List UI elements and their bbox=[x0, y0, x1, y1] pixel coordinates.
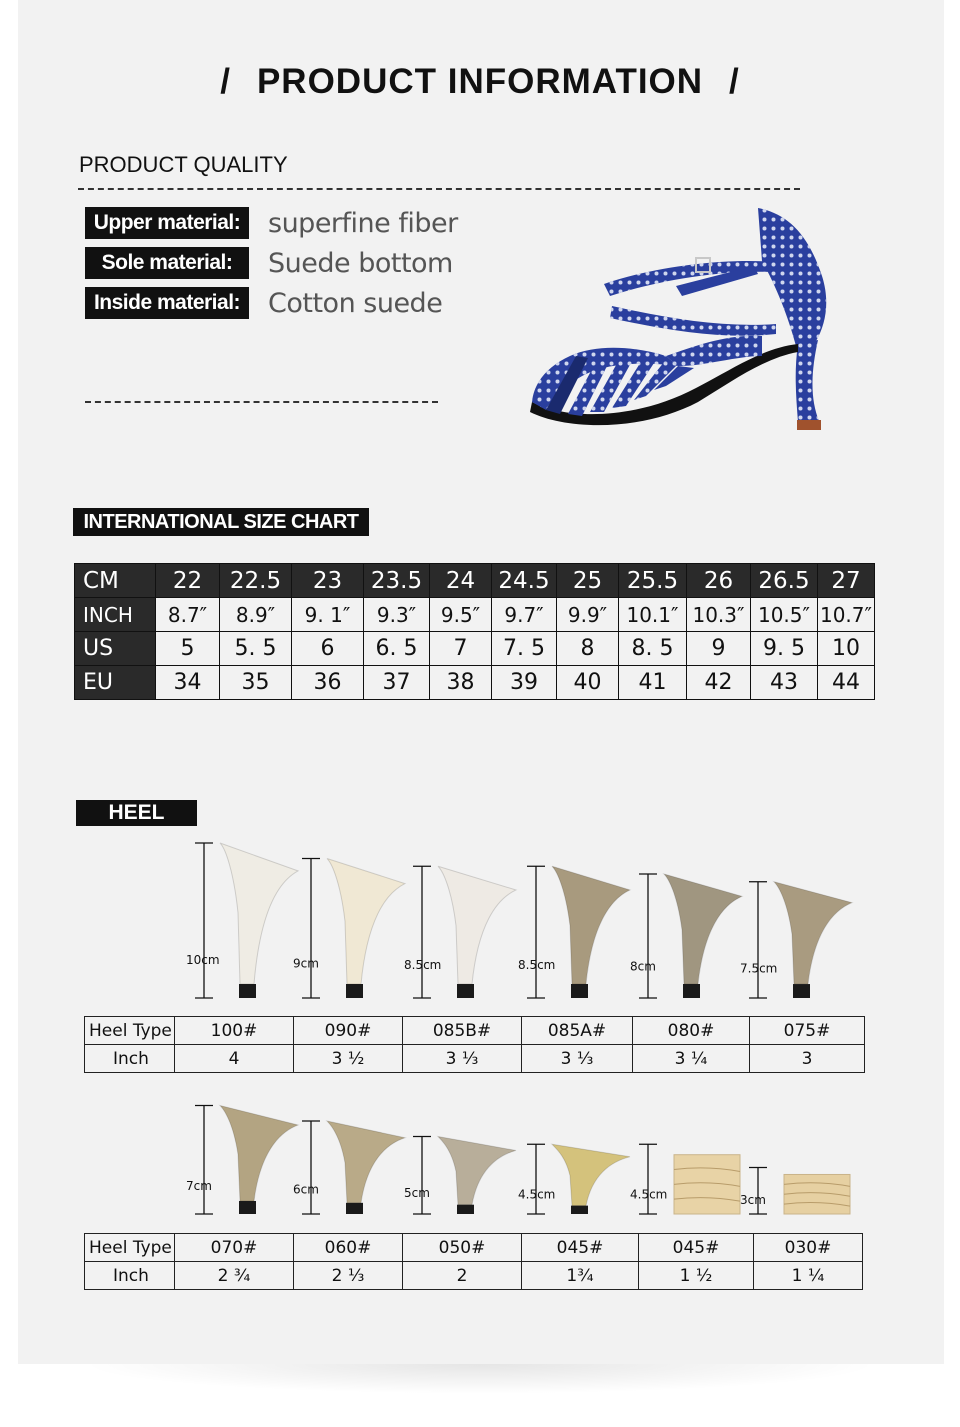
heel-table-1 bbox=[84, 1016, 865, 1073]
heel-height-label: 10cm bbox=[186, 952, 220, 967]
size-cell: 10.5″ bbox=[751, 598, 818, 632]
heel-type-row bbox=[85, 1234, 863, 1262]
heel-illustration bbox=[630, 874, 742, 998]
size-cell: 9.7″ bbox=[492, 598, 557, 632]
size-row-label: CM bbox=[75, 564, 156, 598]
heel-illustration bbox=[740, 1168, 850, 1215]
heel-inch-label: Inch bbox=[85, 1262, 175, 1290]
size-cell: 44 bbox=[818, 666, 875, 700]
heel-heading: HEEL bbox=[76, 800, 197, 826]
heel-inch: 3 ¼ bbox=[633, 1045, 750, 1073]
heel-height-label: 6cm bbox=[293, 1182, 319, 1197]
heel-height-label: 4.5cm bbox=[518, 1187, 556, 1202]
heel-illustration bbox=[404, 866, 516, 998]
size-cell: 25 bbox=[557, 564, 619, 598]
size-cell: 36 bbox=[292, 666, 364, 700]
size-cell: 26.5 bbox=[751, 564, 818, 598]
size-chart-table bbox=[74, 563, 875, 700]
size-chart-heading: INTERNATIONAL SIZE CHART bbox=[73, 508, 369, 536]
heel-height-label: 9cm bbox=[293, 956, 319, 971]
heel-code: 045# bbox=[522, 1234, 639, 1262]
size-cell: 23 bbox=[292, 564, 364, 598]
heel-code: 090# bbox=[294, 1017, 403, 1045]
material-row-inside bbox=[85, 287, 442, 319]
page-title bbox=[0, 62, 960, 102]
size-cell: 10.1″ bbox=[619, 598, 687, 632]
material-value: Cotton suede bbox=[268, 287, 443, 319]
heel-code: 085A# bbox=[522, 1017, 633, 1045]
material-row-upper bbox=[85, 207, 458, 239]
heel-code: 080# bbox=[633, 1017, 750, 1045]
heel-inch: 2 ¾ bbox=[175, 1262, 294, 1290]
heel-illustration bbox=[740, 882, 852, 998]
heel-inch-row bbox=[85, 1262, 863, 1290]
size-cell: 34 bbox=[156, 666, 220, 700]
size-cell: 43 bbox=[751, 666, 818, 700]
material-label: Upper material: bbox=[85, 207, 249, 239]
title-slash-right: / bbox=[729, 62, 740, 101]
size-cell: 8 bbox=[557, 632, 619, 666]
size-row-label: EU bbox=[75, 666, 156, 700]
heel-inch-label: Inch bbox=[85, 1045, 175, 1073]
size-cell: 9 bbox=[687, 632, 751, 666]
material-row-sole bbox=[85, 247, 453, 279]
heel-code: 060# bbox=[294, 1234, 403, 1262]
size-cell: 6. 5 bbox=[364, 632, 430, 666]
size-cell: 42 bbox=[687, 666, 751, 700]
size-cell: 5. 5 bbox=[220, 632, 292, 666]
heel-table-2 bbox=[84, 1233, 863, 1290]
size-cell: 9. 1″ bbox=[292, 598, 364, 632]
size-cell: 9.5″ bbox=[430, 598, 492, 632]
heel-inch: 4 bbox=[175, 1045, 294, 1073]
panel-shadow bbox=[80, 1364, 880, 1394]
title-text: PRODUCT INFORMATION bbox=[256, 62, 704, 101]
quality-heading: PRODUCT QUALITY bbox=[79, 152, 288, 177]
size-cell: 10.3″ bbox=[687, 598, 751, 632]
material-label: Sole material: bbox=[85, 247, 249, 279]
material-label: Inside material: bbox=[85, 287, 249, 319]
title-slash-left: / bbox=[220, 62, 231, 101]
heel-inch: 1¾ bbox=[522, 1262, 639, 1290]
size-cell: 39 bbox=[492, 666, 557, 700]
size-cell: 37 bbox=[364, 666, 430, 700]
size-row-eu bbox=[75, 666, 875, 700]
heel-code: 070# bbox=[175, 1234, 294, 1262]
heel-inch: 3 bbox=[750, 1045, 865, 1073]
size-cell: 23.5 bbox=[364, 564, 430, 598]
size-row-label: INCH bbox=[75, 598, 156, 632]
heel-height-label: 8.5cm bbox=[518, 958, 556, 973]
heel-illustration bbox=[293, 859, 405, 999]
heel-height-label: 7cm bbox=[186, 1179, 212, 1194]
size-cell: 22 bbox=[156, 564, 220, 598]
size-row-label: US bbox=[75, 632, 156, 666]
size-row-inch bbox=[75, 598, 875, 632]
size-cell: 24 bbox=[430, 564, 492, 598]
heel-inch: 3 ½ bbox=[294, 1045, 403, 1073]
size-cell: 25.5 bbox=[619, 564, 687, 598]
size-cell: 10 bbox=[818, 632, 875, 666]
heel-height-label: 4.5cm bbox=[630, 1187, 668, 1202]
heel-illustration bbox=[518, 866, 630, 998]
heel-illustrations-row-1 bbox=[170, 830, 890, 1015]
heel-code: 030# bbox=[754, 1234, 863, 1262]
size-cell: 9.3″ bbox=[364, 598, 430, 632]
heel-illustrations-row-2 bbox=[170, 1090, 890, 1230]
heel-height-label: 8cm bbox=[630, 959, 656, 974]
heel-inch: 3 ⅓ bbox=[522, 1045, 633, 1073]
size-cell: 40 bbox=[557, 666, 619, 700]
heel-height-label: 8.5cm bbox=[404, 958, 442, 973]
heel-type-row bbox=[85, 1017, 865, 1045]
heel-code: 100# bbox=[175, 1017, 294, 1045]
heel-height-label: 5cm bbox=[404, 1185, 430, 1200]
size-cell: 27 bbox=[818, 564, 875, 598]
shoe-image bbox=[526, 206, 842, 436]
heel-type-label: Heel Type bbox=[85, 1017, 175, 1045]
size-cell: 8.7″ bbox=[156, 598, 220, 632]
heel-inch: 2 ⅓ bbox=[294, 1262, 403, 1290]
material-value: Suede bottom bbox=[268, 247, 453, 279]
heel-illustration bbox=[186, 843, 298, 998]
heel-inch-row bbox=[85, 1045, 865, 1073]
heel-code: 075# bbox=[750, 1017, 865, 1045]
size-cell: 38 bbox=[430, 666, 492, 700]
size-cell: 26 bbox=[687, 564, 751, 598]
size-cell: 41 bbox=[619, 666, 687, 700]
size-cell: 7 bbox=[430, 632, 492, 666]
heel-code: 050# bbox=[403, 1234, 522, 1262]
size-cell: 35 bbox=[220, 666, 292, 700]
heel-height-label: 7.5cm bbox=[740, 961, 778, 976]
size-cell: 5 bbox=[156, 632, 220, 666]
size-cell: 22.5 bbox=[220, 564, 292, 598]
heel-inch: 1 ½ bbox=[639, 1262, 754, 1290]
heel-code: 045# bbox=[639, 1234, 754, 1262]
heel-illustration bbox=[404, 1137, 516, 1215]
heel-illustration bbox=[293, 1121, 405, 1214]
size-cell: 9.9″ bbox=[557, 598, 619, 632]
heel-illustration bbox=[518, 1144, 630, 1214]
size-cell: 10.7″ bbox=[818, 598, 875, 632]
heel-code: 085B# bbox=[403, 1017, 522, 1045]
heel-inch: 1 ¼ bbox=[754, 1262, 863, 1290]
size-row-us bbox=[75, 632, 875, 666]
dashed-divider-short bbox=[85, 401, 438, 403]
size-cell: 9. 5 bbox=[751, 632, 818, 666]
heel-height-label: 3cm bbox=[740, 1192, 766, 1207]
heel-inch: 2 bbox=[403, 1262, 522, 1290]
size-cell: 7. 5 bbox=[492, 632, 557, 666]
size-cell: 24.5 bbox=[492, 564, 557, 598]
heel-illustration bbox=[630, 1144, 740, 1214]
dashed-divider bbox=[78, 188, 800, 190]
size-cell: 8.9″ bbox=[220, 598, 292, 632]
size-cell: 6 bbox=[292, 632, 364, 666]
size-row-cm bbox=[75, 564, 875, 598]
material-value: superfine fiber bbox=[268, 207, 458, 239]
heel-inch: 3 ⅓ bbox=[403, 1045, 522, 1073]
heel-illustration bbox=[186, 1106, 298, 1215]
heel-type-label: Heel Type bbox=[85, 1234, 175, 1262]
size-cell: 8. 5 bbox=[619, 632, 687, 666]
